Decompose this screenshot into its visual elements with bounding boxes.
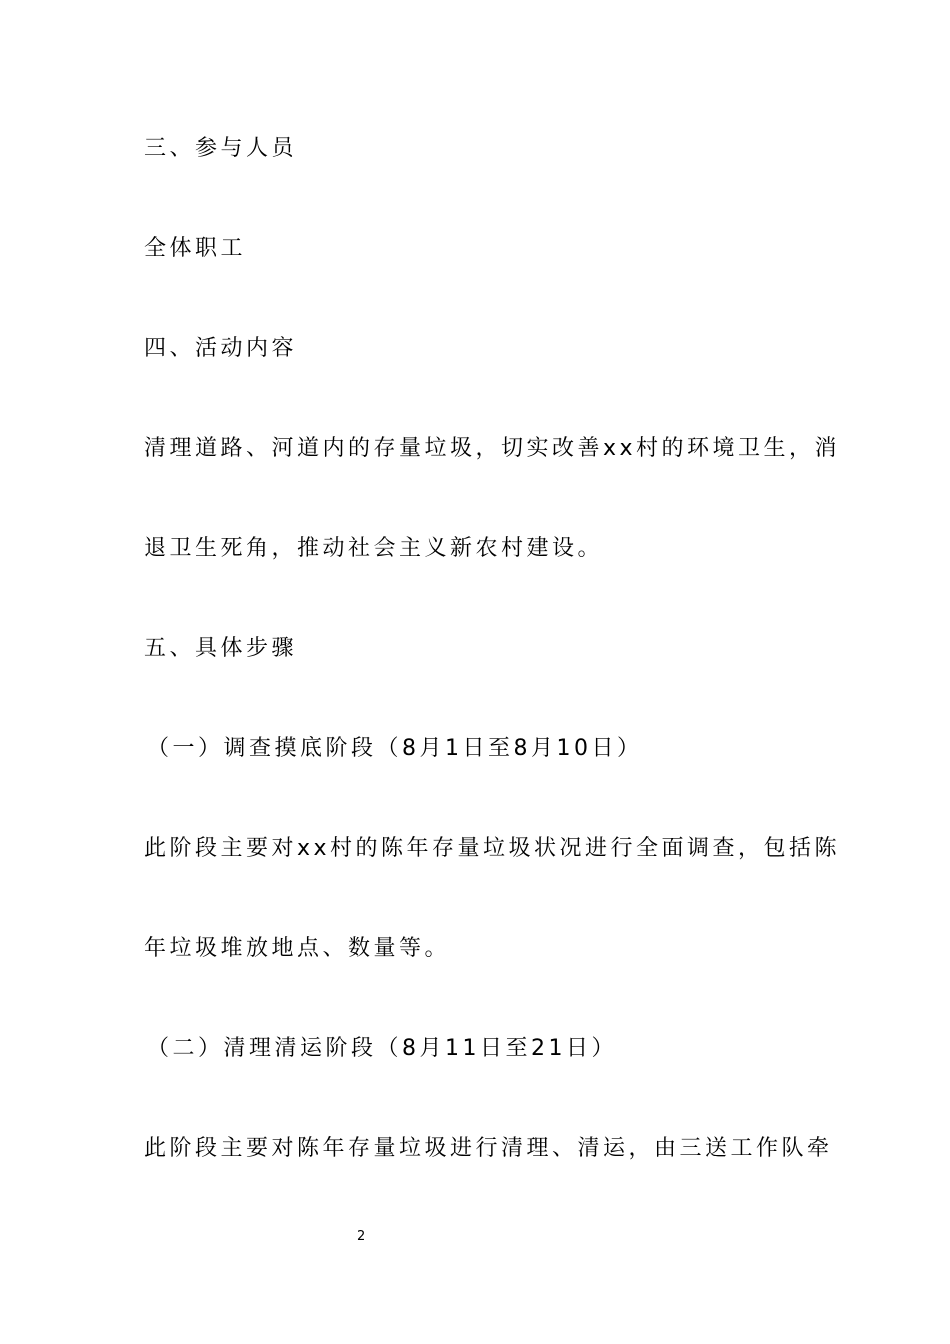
section-heading-activity-content: 四、活动内容 [144,336,298,361]
page-number: 2 [357,1229,366,1244]
paragraph-cleanup-stage-line-1: 此阶段主要对陈年存量垃圾进行清理、清运，由三送工作队牵 [144,1136,833,1161]
paragraph-participants: 全体职工 [144,236,247,261]
paragraph-activity-content-line-1: 清理道路、河道内的存量垃圾，切实改善xx村的环境卫生，消 [144,436,841,461]
paragraph-activity-content-line-2: 退卫生死角，推动社会主义新农村建设。 [144,536,604,561]
section-heading-steps: 五、具体步骤 [144,636,298,661]
subheading-cleanup-stage: （二）清理清运阶段（8月11日至21日） [147,1036,617,1061]
section-heading-participants: 三、参与人员 [144,136,298,161]
paragraph-survey-stage-line-2: 年垃圾堆放地点、数量等。 [144,936,451,961]
subheading-survey-stage: （一）调查摸底阶段（8月1日至8月10日） [147,736,643,761]
paragraph-survey-stage-line-1: 此阶段主要对xx村的陈年存量垃圾状况进行全面调查，包括陈 [144,836,841,861]
